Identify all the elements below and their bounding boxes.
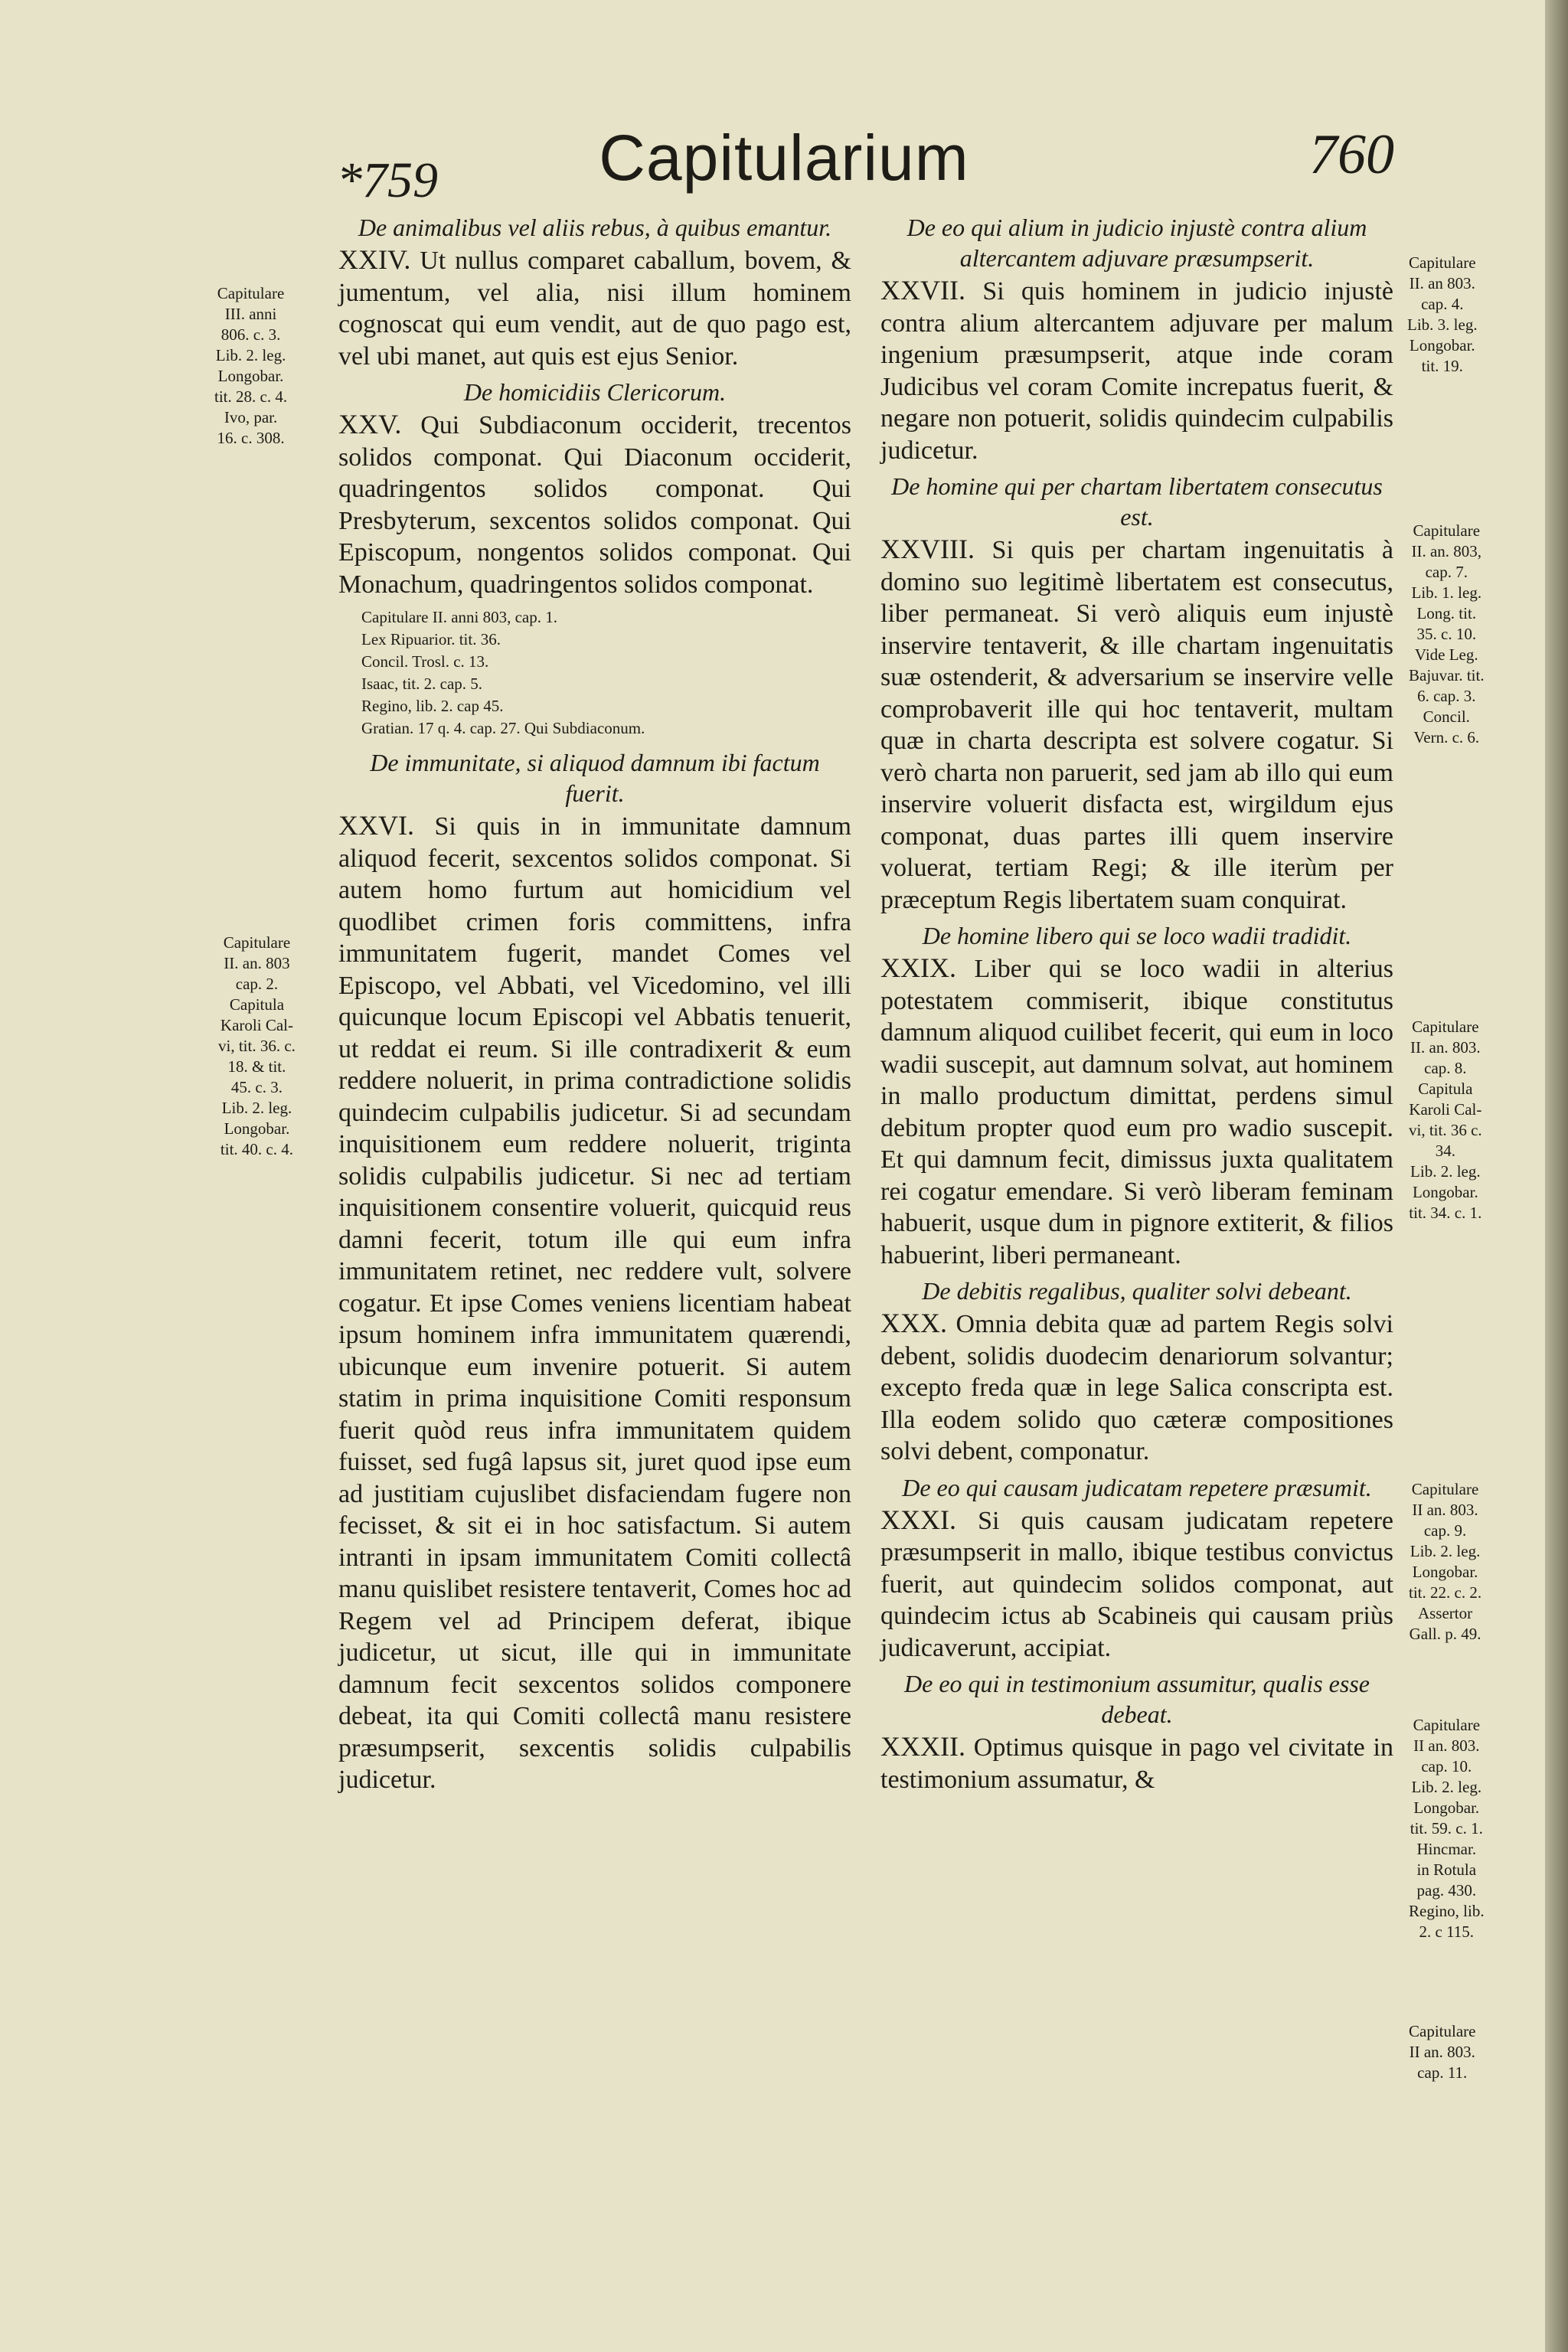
margin-note-line: Capitulare: [217, 284, 285, 302]
reference-line: Capitulare II. anni 803, cap. 1.: [361, 608, 557, 626]
margin-note-line: Capitula: [1418, 1080, 1473, 1098]
article-paragraph: [338, 244, 851, 372]
margin-note-line: III. anni: [224, 305, 277, 323]
article-number: XXIX.: [880, 952, 956, 983]
article-number: XXXI.: [880, 1504, 956, 1535]
section-heading: De animalibus vel aliis rebus, à quibus emantur.: [358, 214, 832, 241]
margin-note: [1409, 1715, 1485, 1942]
margin-note-line: tit. 28. c. 4.: [214, 387, 288, 406]
margin-note-line: tit. 59. c. 1.: [1410, 1819, 1483, 1838]
article-number: XXVII.: [880, 275, 965, 305]
margin-note-line: II. an 803.: [1409, 274, 1475, 292]
running-title: Capitularium: [599, 122, 969, 194]
margin-note-line: vi, tit. 36. c.: [218, 1037, 296, 1055]
margin-note-line: II an. 803.: [1413, 1736, 1480, 1755]
article-text: Si quis causam judicatam repetere præsumpserit in mallo, ibique testibus convictus fuerit, aut quindecim solidos componat, aut quindecim ictus ab Scabineis qui causam priùs judicaverunt, accipiat.: [880, 1506, 1393, 1662]
margin-note-line: cap. 10.: [1421, 1757, 1472, 1775]
margin-note-line: 35. c. 10.: [1416, 625, 1477, 643]
margin-note-line: 16. c. 308.: [217, 429, 285, 447]
margin-note-line: Longobar.: [1413, 1798, 1480, 1817]
margin-note-line: Capitulare: [223, 933, 291, 952]
reference-line: Gratian. 17 q. 4. cap. 27. Qui Subdiaconum.: [361, 719, 645, 737]
page-edge-shadow: [1545, 0, 1568, 2352]
section-heading: De debitis regalibus, qualiter solvi debeant.: [922, 1277, 1352, 1305]
margin-note-line: Concil.: [1423, 707, 1470, 726]
margin-note-line: Gall. p. 49.: [1409, 1625, 1481, 1643]
margin-note-line: Longobar.: [1409, 336, 1475, 354]
article-text: Qui Subdiaconum occiderit, trecentos solidos componat. Qui Diaconum occiderit, quadringentos solidos componat. Qui Presbyterum, sexcentos solidos componat. Qui Episcopum, nongentos solidos componat. Qui Monachum, quadringentos solidos componat.: [338, 411, 851, 599]
margin-note-line: cap. 7.: [1425, 563, 1468, 581]
margin-note-line: 45. c. 3.: [230, 1078, 283, 1096]
section-heading: De eo qui causam judicatam repetere præsumit.: [902, 1473, 1372, 1501]
margin-note-line: II. an. 803.: [1410, 1038, 1481, 1057]
margin-note-line: Capitula: [229, 995, 285, 1014]
margin-note-line: cap. 4.: [1421, 295, 1464, 313]
article-text: Liber qui se loco wadii in alterius potestatem commiserit, ibique constitutus damnum aliquod cuilibet fecerit, qui eum in loco wadii suscepit, aut damnum solvat, aut hominem in mallo productum dimittat, perdens simul debitum propter quod eum pro wadio suscepit. Et qui damnum fecit, dimissus juxta qualitatem rei cogatur emendare. Si verò liberam feminam habuerit, usque dum in pignore extiterit, & filios habuerint, liberi permaneant.: [880, 955, 1393, 1269]
article-number: XXVI.: [338, 810, 414, 841]
margin-note-line: 18. & tit.: [227, 1057, 286, 1076]
margin-note-line: Capitulare: [1413, 521, 1481, 540]
margin-note-line: Lib. 3. leg.: [1407, 315, 1478, 334]
margin-note-line: Capitulare: [1413, 1716, 1481, 1734]
margin-note-line: II. an. 803,: [1411, 542, 1482, 560]
article-paragraph: [880, 952, 1393, 1271]
article-paragraph: [338, 409, 851, 600]
right-column: [880, 211, 1393, 1800]
article-paragraph: [880, 275, 1393, 466]
margin-note: [1409, 1017, 1482, 1223]
margin-note-line: II an. 803.: [1412, 1501, 1478, 1519]
margin-note-line: cap. 9.: [1423, 1521, 1467, 1540]
margin-note-line: cap. 2.: [235, 975, 279, 993]
margin-note-line: Longobar.: [1412, 1563, 1478, 1581]
margin-note-line: II. an. 803: [224, 954, 290, 972]
margin-note: [1409, 521, 1485, 748]
section-heading: De homicidiis Clericorum.: [463, 378, 727, 406]
margin-note-line: Longobar.: [1412, 1183, 1478, 1201]
margin-note: [1409, 2021, 1475, 2083]
article-text: Si quis in in immunitate damnum aliquod fecerit, sexcentos solidos componat. Si autem homo furtum aut homicidium vel quodlibet crimen foris committens, infra immunitatem fugerit, mandet Comes vel Episcopo, vel Abbati, vel Vicedomino, vel illi quicunque locum Episcopi vel Abbatis tenuerit, ut reddat ei reum. Si ille contradixerit & eum reddere noluerit, in prima contradictione solidis quindecim culpabilis judicetur. Si ad secundam inquisitionem eum reddere noluerit, triginta solidis culpabilis judicetur. Si nec ad tertiam inquisitionem consentire voluerit, quicquid reus damni fecerit, totum ille qui eum infra immunitatem retinet, nec reddere vult, solvere cogatur. Et ipse Comes veniens licentiam habeat ipsum hominem infra immunitatem quærendi, ubicunque eum invenire potuerit. Si autem statim in prima inquisitione Comiti responsum fuerit quòd reus infra immunitatem quidem fuisset, sed fugâ lapsus sit, juret quod ipse eum ad justitiam cujuslibet disfaciendam fugere non fecisset, & sit ei in hoc satisfactum. Si autem intranti in ipsam immunitatem Comiti collectâ manu quislibet resistere tentaverit, Comes hoc ad Regem vel ad Principem deferat, ibique judicetur, ut sicut, ille qui in immunitate damnum fecit sexcentos solidos componere debeat, ita qui Comiti collectâ manu resistere præsumpserit, sexcentis solidis culpabilis judicetur.: [338, 812, 851, 1794]
article-paragraph: [880, 1504, 1393, 1664]
section-heading: De eo qui in testimonium assumitur, qualis esse debeat.: [904, 1670, 1370, 1728]
section-heading: De homine qui per chartam libertatem consecutus est.: [891, 472, 1383, 531]
article-number: XXVIII.: [880, 534, 975, 564]
article-paragraph: [338, 810, 851, 1796]
article-paragraph: [880, 534, 1393, 916]
margin-note-line: Karoli Cal-: [220, 1016, 293, 1034]
reference-line: Isaac, tit. 2. cap. 5.: [361, 675, 483, 693]
reference-list: [361, 606, 851, 740]
page-number-right: 760: [1309, 123, 1394, 186]
margin-note: [1409, 1479, 1481, 1645]
margin-note-line: Vern. c. 6.: [1413, 728, 1480, 746]
margin-note-line: Capitulare: [1409, 2022, 1476, 2040]
margin-note-line: Hincmar.: [1416, 1840, 1477, 1858]
margin-note-line: 2. c 115.: [1419, 1922, 1475, 1941]
margin-note-line: Longobar.: [224, 1119, 290, 1138]
margin-note-line: Ivo, par.: [224, 408, 278, 426]
article-number: XXIV.: [338, 244, 411, 275]
margin-note: [214, 283, 287, 449]
article-paragraph: [880, 1308, 1393, 1468]
article-text: Optimus quisque in pago vel civitate in testimonium assumatur, &: [880, 1733, 1393, 1794]
margin-note-line: Capitulare: [1411, 1480, 1479, 1498]
margin-note-line: tit. 34. c. 1.: [1409, 1204, 1482, 1222]
margin-note-line: Lib. 2. leg.: [221, 1099, 292, 1117]
margin-note-line: Capitulare: [1412, 1018, 1479, 1036]
section-heading: De eo qui alium in judicio injustè contra alium altercantem adjuvare præsumpserit.: [906, 214, 1367, 272]
margin-note-line: Regino, lib.: [1409, 1902, 1485, 1920]
reference-line: Regino, lib. 2. cap 45.: [361, 697, 504, 715]
article-number: XXV.: [338, 409, 402, 439]
margin-note-line: cap. 8.: [1424, 1059, 1467, 1077]
article-text: Ut nullus comparet caballum, bovem, & jumentum, vel alia, nisi illum hominem cognoscat qui eum vendit, aut de quo pago est, vel ubi manet, aut quis est ejus Senior.: [338, 247, 851, 371]
article-number: XXXII.: [880, 1731, 965, 1762]
margin-note-line: Longobar.: [217, 367, 284, 385]
article-paragraph: [880, 1731, 1393, 1795]
article-text: Si quis per chartam ingenuitatis à domino suo legitimè libertatem est consecutus, liber permaneat. Si verò aliquis eum injustè inservire tentaverit, & ille chartam ingenuitatis suæ ostenderit, & adversarium se inservire velle comprobaverit ille qui hoc tentaverit, multam quæ in charta descripta est solvere cogatur. Si verò charta non paruerit, sed jam ab illo qui eum inservire voluerit disfacta est, wirgildum ejus componat, duas partes illi quem inservire voluerat, tertiam Regi; & ille iterùm per præceptum Regis libertatem suam conquirat.: [880, 536, 1393, 914]
section-heading: De homine libero qui se loco wadii tradidit.: [922, 922, 1352, 949]
margin-note-line: Bajuvar. tit.: [1409, 666, 1485, 684]
reference-line: Concil. Trosl. c. 13.: [361, 652, 489, 671]
section-heading: De immunitate, si aliquod damnum ibi factum fuerit.: [370, 749, 820, 807]
margin-note-line: 34.: [1435, 1142, 1455, 1160]
margin-note-line: II an. 803.: [1409, 2043, 1475, 2061]
margin-note-line: Lib. 2. leg.: [1411, 1778, 1482, 1796]
article-text: Si quis hominem in judicio injustè contra alium altercantem adjuvare per malum ingenium præsumpserit, atque inde coram Judicibus vel coram Comite increpatus fuerit, & negare non potuerit, solidis quindecim culpabilis judicetur.: [880, 277, 1393, 465]
page-number-left: *759: [337, 152, 438, 208]
margin-note-line: vi, tit. 36 c.: [1409, 1121, 1482, 1139]
margin-note-line: Karoli Cal-: [1409, 1100, 1482, 1119]
margin-note-line: tit. 40. c. 4.: [220, 1140, 293, 1158]
margin-note-line: tit. 22. c. 2.: [1409, 1583, 1482, 1602]
margin-note-line: Lib. 2. leg.: [215, 346, 286, 364]
margin-note-line: 6. cap. 3.: [1417, 687, 1476, 705]
article-number: XXX.: [880, 1308, 947, 1338]
margin-note-line: cap. 11.: [1417, 2063, 1468, 2082]
margin-note-line: Assertor: [1417, 1604, 1473, 1622]
margin-note-line: tit. 19.: [1421, 357, 1463, 375]
margin-note-line: Long. tit.: [1416, 604, 1477, 622]
margin-note: [1407, 253, 1478, 377]
margin-note-line: Lib. 2. leg.: [1410, 1162, 1481, 1181]
margin-note-line: pag. 430.: [1416, 1881, 1477, 1900]
margin-note-line: 806. c. 3.: [220, 325, 281, 344]
margin-note-line: Vide Leg.: [1414, 645, 1478, 664]
margin-note-line: Lib. 1. leg.: [1411, 583, 1482, 602]
margin-note-line: in Rotula: [1416, 1860, 1477, 1879]
page-header: [0, 115, 1568, 208]
margin-note: [218, 933, 296, 1160]
left-column: [338, 211, 851, 1801]
margin-note-line: Lib. 2. leg.: [1410, 1542, 1481, 1560]
article-text: Omnia debita quæ ad partem Regis solvi debent, solidis duodecim denariorum solvantur; excepto freda quæ in lege Salica conscripta est. Illa eodem solido quo cæteræ compositiones solvi debent, componatur.: [880, 1310, 1393, 1465]
reference-line: Lex Ripuarior. tit. 36.: [361, 630, 501, 648]
margin-note-line: Capitulare: [1409, 253, 1476, 272]
